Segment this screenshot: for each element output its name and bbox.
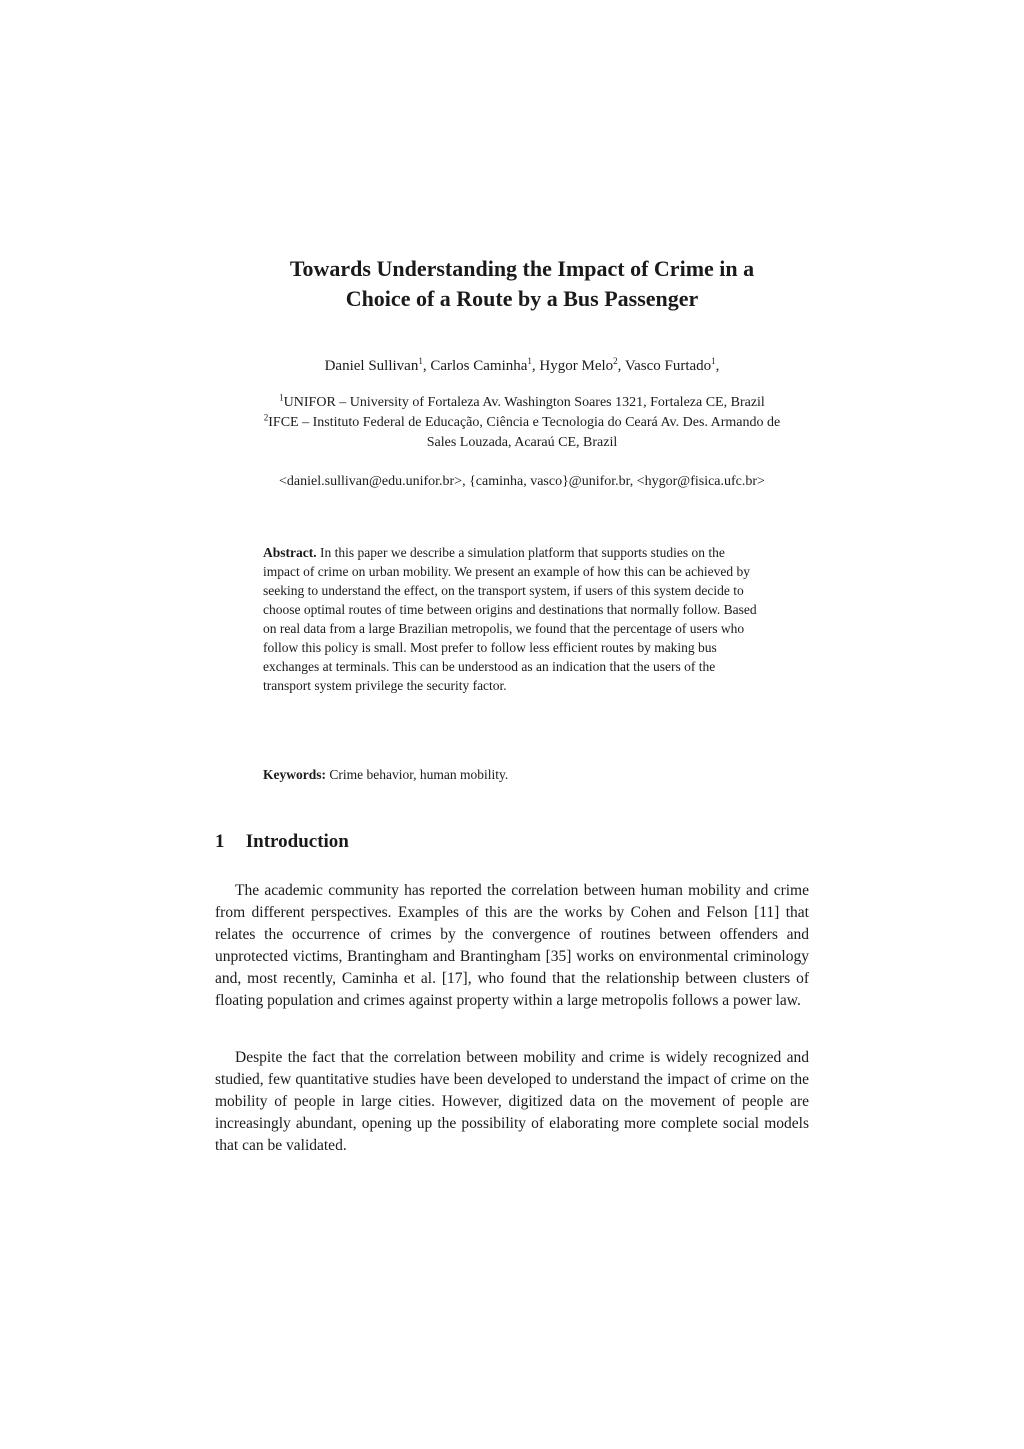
intro-paragraph-2: Despite the fact that the correlation between mobility and crime is widely recognized and studied, few quantitative studies have been developed to understand the impact of crime on the mobility of people in large cities. However, digitized data on the movement of people are increasingly abundant, opening up the possibility of elaborating more complete social models that can be validated. xyxy=(215,1049,809,1154)
intro-paragraph-1: The academic community has reported the correlation between human mobility and crime from different perspectives. Examples of this are the works by Cohen and Felson [11] that relates the occurrence of crimes by the convergence of routines between offenders and unprotected victims, Brantingham and Brantingham [35] works on environmental criminology and, most recently, Caminha et al. [17], who found that the relationship between clusters of floating population and crimes against property within a large metropolis follows a power law. xyxy=(215,882,809,1009)
section-title: Introduction xyxy=(245,831,349,852)
affiliation-2-continued: Sales Louzada, Acaraú CE, Brazil xyxy=(426,435,618,450)
section-number: 1 xyxy=(215,831,225,852)
affiliation-2: $^2$IFCE – Instituto Federal de Educação, Ciência e Tecnologia do Ceará Av. Des. Armando de xyxy=(263,412,781,430)
abstract-label: Abstract. xyxy=(263,545,317,560)
abstract-text: In this paper we describe a simulation platform that supports studies on the impact of crime on urban mobility. We present an example of how this can be achieved by seeking to understand the effect, on the transport system, if users of this system decide to choose optimal routes of time between origins and destinations that normally follow. Based on real data from a large Brazilian metropolis, we found that the percentage of users who follow this policy is small. Most prefer to follow less efficient routes by making bus exchanges at terminals. This can be understood as an indication that the users of the transport system privilege the security factor. xyxy=(263,545,757,693)
keywords-text: Crime behavior, human mobility. xyxy=(329,767,509,782)
author: Daniel Sullivan$^1$, xyxy=(324,356,431,374)
abstract xyxy=(263,543,763,695)
author: Vasco Furtado$^1$, xyxy=(624,356,720,374)
section-heading-introduction xyxy=(215,829,349,855)
author-emails: <daniel.sullivan@edu.unifor.br>, {caminha, vasco}@unifor.br, <hygor@fisica.ufc.br> xyxy=(279,474,765,489)
affiliations xyxy=(200,393,844,453)
paper-title xyxy=(200,254,844,314)
author-list xyxy=(150,356,894,376)
title-line-2: Choice of a Route by a Bus Passenger xyxy=(345,286,699,311)
author: Hygor Melo$^2$, xyxy=(539,356,625,374)
affiliation-1: $^1$UNIFOR – University of Fortaleza Av. Washington Soares 1321, Fortaleza CE, Brazil xyxy=(279,392,765,410)
author: Carlos Caminha$^1$, xyxy=(430,356,540,374)
title-line-1: Towards Understanding the Impact of Crime in a xyxy=(289,256,755,281)
keywords-label: Keywords: xyxy=(263,767,326,782)
keywords xyxy=(263,765,763,784)
